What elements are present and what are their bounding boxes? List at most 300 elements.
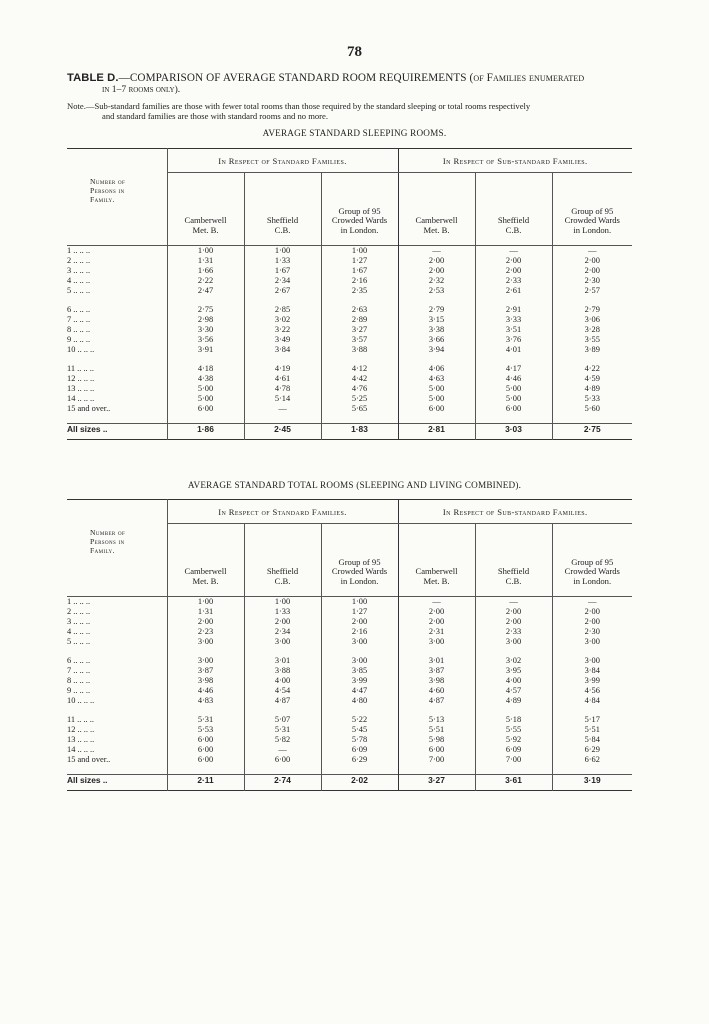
row-label: 9 .. .. .. [67,335,167,345]
table-cell: 1·00 [244,597,321,608]
table-cell: 2·23 [167,627,244,637]
table-cell: 3·56 [167,335,244,345]
table-cell: 1·27 [321,607,398,617]
table-cell: 2·79 [398,305,475,315]
table-cell: 3·00 [398,637,475,647]
total-rooms-table [67,499,632,791]
table-row [67,696,632,706]
column-header [167,524,244,597]
table-cell: 3·27 [321,325,398,335]
table-cell: 1·33 [244,256,321,266]
table-cell: 2·22 [167,276,244,286]
column-header-line: Met. B. [423,575,450,586]
row-label: 1 .. .. .. [67,246,167,257]
table-cell: 2·35 [321,286,398,296]
table-cell: 2·67 [244,286,321,296]
row-label: 9 .. .. .. [67,686,167,696]
row-label: 2 .. .. .. [67,607,167,617]
column-header-line: Sheffield [266,566,299,576]
table-row [67,656,632,666]
column-header-line: Group of 95 [571,556,614,567]
all-sizes-row [67,775,632,791]
group-standard: In Respect of Standard Families. [167,500,398,524]
table-cell: 4·61 [244,374,321,384]
table-cell: 6·00 [398,745,475,755]
column-header-line: Camberwell [184,215,227,225]
table-cell: 4·63 [398,374,475,384]
sleeping-rooms-title: AVERAGE STANDARD SLEEPING ROOMS. [262,128,447,138]
column-header [167,173,244,246]
column-header-line: Camberwell [415,566,458,576]
row-label: 14 .. .. .. [67,745,167,755]
table-cell: 4·89 [584,384,600,393]
table-cell: 2·33 [475,276,552,286]
table-cell: 5·53 [167,725,244,735]
table-row [67,266,632,276]
column-header-line: C.B. [274,575,291,586]
column-header [475,524,552,597]
row-label: 4 .. .. .. [67,627,167,637]
column-header-line: Camberwell [415,215,458,225]
table-cell: 3·02 [475,656,552,666]
table-cell: 6·00 [475,404,552,414]
table-cell: 1·33 [244,607,321,617]
table-cell: 2·16 [321,276,398,286]
row-label: 7 .. .. .. [67,666,167,676]
row-label: 8 .. .. .. [67,325,167,335]
table-cell: 5·00 [167,394,244,404]
table-cell: 2·16 [321,627,398,637]
table-cell: 3·00 [321,656,398,666]
row-header [67,500,167,597]
all-sizes-cell: 3·19 [552,775,632,791]
column-header-line: C.B. [505,575,522,586]
table-cell: 5·00 [475,394,552,404]
column-header-line: in London. [340,224,379,235]
table-cell: 4·47 [321,686,398,696]
table-row [67,325,632,335]
column-header-line: Met. B. [192,224,219,235]
column-header [398,173,475,246]
table-cell: 2·00 [475,607,552,617]
all-sizes-cell: 2·11 [167,775,244,791]
table-cell: 2·00 [475,617,552,627]
table-cell: 3·00 [584,656,600,665]
table-title-line2: in 1–7 rooms only). [102,84,181,95]
group-substandard: In Respect of Sub-standard Families. [398,500,632,524]
table-cell: 5·13 [398,715,475,725]
row-header-line: Number of [90,177,126,186]
all-sizes-cell: 2·02 [321,775,398,791]
table-cell: 2·00 [398,256,475,266]
table-cell: 4·78 [244,384,321,394]
table-cell: 3·85 [321,666,398,676]
table-row [67,755,632,765]
row-header-line: Family. [90,546,115,555]
table-cell: 3·00 [244,637,321,647]
table-cell: 3·15 [398,315,475,325]
column-header-line: in London. [340,575,379,586]
table-cell: 3·98 [398,676,475,686]
table-title-main: —COMPARISON OF AVERAGE STANDARD ROOM REQUIREMENTS ( [118,72,474,84]
table-cell: 5·82 [244,735,321,745]
table-cell: 5·78 [321,735,398,745]
row-header-line: Number of [90,528,126,537]
table-cell: — [588,597,597,606]
row-label: 5 .. .. .. [67,286,167,296]
table-row [67,305,632,315]
table-title-sc: of Families enumerated [473,72,585,84]
table-cell: 2·00 [398,617,475,627]
table-cell: 1·00 [167,597,244,608]
table-cell: 5·98 [398,735,475,745]
sleeping-rooms-table [67,148,632,440]
column-header-line: Sheffield [497,215,530,225]
all-sizes-cell: 3·61 [475,775,552,791]
row-label: 6 .. .. .. [67,656,167,666]
table-cell: 3·00 [167,637,244,647]
row-label: 10 .. .. .. [67,696,167,706]
column-header-line: in London. [573,224,612,235]
column-header [475,173,552,246]
table-cell: 1·67 [244,266,321,276]
table-title [67,72,667,84]
row-label: 4 .. .. .. [67,276,167,286]
table-cell: 3·66 [398,335,475,345]
table-row [67,404,632,414]
table-cell: 4·89 [475,696,552,706]
column-header-line: C.B. [274,224,291,235]
row-gap [67,706,632,715]
table-cell: 3·33 [475,315,552,325]
table-cell: 2·30 [584,627,600,636]
table-cell: 3·91 [167,345,244,355]
table-cell: 2·00 [321,617,398,627]
table-cell: 5·31 [244,725,321,735]
table-cell: — [398,597,475,608]
table-cell: 2·63 [321,305,398,315]
table-cell: 3·94 [398,345,475,355]
total-rooms-title: AVERAGE STANDARD TOTAL ROOMS (SLEEPING AND LIVING COMBINED). [187,480,522,490]
table-row [67,607,632,617]
table-cell: 1·27 [321,256,398,266]
table-cell: 4·57 [475,686,552,696]
column-header-line: Group of 95 [571,205,614,216]
column-header-line: Sheffield [266,215,299,225]
row-header-line: Persons in [90,537,125,546]
all-sizes-cell: 3·03 [475,424,552,440]
row-gap [67,296,632,305]
table-cell: 3·99 [584,676,600,685]
table-cell: 4·46 [475,374,552,384]
row-gap [67,765,632,775]
table-cell: 2·33 [475,627,552,637]
table-cell: 3·01 [398,656,475,666]
table-cell: 6·09 [321,745,398,755]
column-header [552,173,632,246]
table-row [67,617,632,627]
table-cell: 2·00 [475,266,552,276]
table-cell: 5·00 [167,384,244,394]
table-cell: 6·00 [398,404,475,414]
table-cell: 4·60 [398,686,475,696]
table-cell: 5·65 [321,404,398,414]
table-cell: 4·83 [167,696,244,706]
table-cell: 4·42 [321,374,398,384]
all-sizes-cell: 3·27 [398,775,475,791]
row-gap [67,355,632,364]
table-cell: — [475,246,552,257]
table-cell: 3·87 [167,666,244,676]
table-cell: 4·84 [584,696,600,705]
table-cell: 5·31 [167,715,244,725]
table-cell: 6·29 [584,745,600,754]
row-label: 15 and over.. [67,755,167,765]
table-cell: 5·51 [584,725,600,734]
table-cell: 2·89 [321,315,398,325]
table-cell: 1·67 [321,266,398,276]
row-header-line: Persons in [90,186,125,195]
table-cell: 3·38 [398,325,475,335]
column-header-line: Crowded Wards [564,566,620,576]
table-cell: 5·22 [321,715,398,725]
table-cell: 1·00 [321,246,398,257]
table-cell: 3·88 [321,345,398,355]
column-header-line: Camberwell [184,566,227,576]
table-cell: 2·00 [584,266,600,275]
table-cell: 4·80 [321,696,398,706]
table-cell: 6·29 [321,755,398,765]
table-cell: 2·00 [244,617,321,627]
table-cell: 2·00 [475,256,552,266]
table-cell: 3·00 [584,637,600,646]
table-row [67,286,632,296]
table-cell: 5·92 [475,735,552,745]
row-label: 2 .. .. .. [67,256,167,266]
page-number: 78 [347,44,362,60]
table-cell: 5·00 [398,394,475,404]
table-cell: 5·51 [398,725,475,735]
table-cell: 5·25 [321,394,398,404]
table-cell: 3·00 [321,637,398,647]
table-row [67,384,632,394]
table-row [67,686,632,696]
table-label: TABLE D. [67,72,119,84]
table-cell: 3·99 [321,676,398,686]
table-row [67,627,632,637]
table-row [67,364,632,374]
table-cell: 3·84 [244,345,321,355]
table-cell: 1·31 [167,607,244,617]
row-label: 12 .. .. .. [67,725,167,735]
row-label: 11 .. .. .. [67,715,167,725]
table-row [67,276,632,286]
column-header-line: Group of 95 [338,556,381,567]
table-cell: 3·84 [584,666,600,675]
table-cell: 2·31 [398,627,475,637]
table-row [67,394,632,404]
all-sizes-cell: 1·86 [167,424,244,440]
table-cell: 3·76 [475,335,552,345]
table-cell: 3·51 [475,325,552,335]
column-header-line: Met. B. [192,575,219,586]
row-label: 7 .. .. .. [67,315,167,325]
column-header-line: Met. B. [423,224,450,235]
table-row [67,315,632,325]
table-cell: 4·38 [167,374,244,384]
table-cell: 6·00 [244,755,321,765]
table-cell: 7·00 [398,755,475,765]
all-sizes-label: All sizes .. [67,775,167,791]
note-line-1: Note.—Sub-standard families are those with fewer total rooms than those required by the standard sleeping or total rooms respectively [67,101,531,111]
table-cell: 4·46 [167,686,244,696]
all-sizes-row [67,424,632,440]
group-standard: In Respect of Standard Families. [167,149,398,173]
table-row [67,374,632,384]
table-cell: 4·54 [244,686,321,696]
table-cell: — [475,597,552,608]
table-row [67,666,632,676]
row-label: 11 .. .. .. [67,364,167,374]
table-cell: 6·62 [584,755,600,764]
table-cell: 3·95 [475,666,552,676]
group-header-row [67,500,632,524]
table-cell: 4·56 [584,686,600,695]
table-cell: 3·22 [244,325,321,335]
table-cell: 2·32 [398,276,475,286]
table-cell: 2·85 [244,305,321,315]
table-row [67,715,632,725]
table-cell: 3·49 [244,335,321,345]
table-cell: 6·00 [167,745,244,755]
table-cell: 2·91 [475,305,552,315]
row-label: 6 .. .. .. [67,305,167,315]
table-cell: 4·19 [244,364,321,374]
table-cell: 3·01 [244,656,321,666]
table-cell: 3·28 [584,325,600,334]
table-cell: — [244,404,321,414]
column-header-line: Group of 95 [338,205,381,216]
row-label: 3 .. .. .. [67,617,167,627]
table-row [67,637,632,647]
table-cell: 2·47 [167,286,244,296]
table-cell: 5·00 [398,384,475,394]
column-header-line: Crowded Wards [331,215,388,225]
table-cell: 4·87 [244,696,321,706]
row-label: 10 .. .. .. [67,345,167,355]
table-cell: 4·00 [475,676,552,686]
table-cell: 4·76 [321,384,398,394]
table-cell: — [398,246,475,257]
table-cell: 2·75 [167,305,244,315]
column-header-line: Crowded Wards [331,566,388,576]
table-cell: 2·00 [584,256,600,265]
group-substandard: In Respect of Sub-standard Families. [398,149,632,173]
table-cell: 1·00 [167,246,244,257]
table-cell: 3·87 [398,666,475,676]
table-cell: 4·12 [321,364,398,374]
table-cell: 2·30 [584,276,600,285]
table-cell: 4·06 [398,364,475,374]
table-cell: 3·98 [167,676,244,686]
table-cell: 3·55 [584,335,600,344]
table-row [67,676,632,686]
table-cell: 2·53 [398,286,475,296]
table-cell: 6·09 [475,745,552,755]
row-label: 12 .. .. .. [67,374,167,384]
table-cell: 2·00 [167,617,244,627]
table-cell: 3·30 [167,325,244,335]
table-cell: 4·01 [475,345,552,355]
row-label: 1 .. .. .. [67,597,167,608]
table-cell: 4·00 [244,676,321,686]
table-cell: 2·79 [584,305,600,314]
row-label: 13 .. .. .. [67,384,167,394]
table-row [67,335,632,345]
group-header-row [67,149,632,173]
all-sizes-cell: 2·74 [244,775,321,791]
column-header [321,173,398,246]
table-cell: 1·66 [167,266,244,276]
column-header [398,524,475,597]
table-cell: 3·57 [321,335,398,345]
table-cell: 5·60 [584,404,600,413]
table-cell: 5·07 [244,715,321,725]
all-sizes-cell: 2·81 [398,424,475,440]
table-cell: 1·00 [244,246,321,257]
row-gap [67,414,632,424]
row-label: 3 .. .. .. [67,266,167,276]
all-sizes-cell: 2·45 [244,424,321,440]
table-row [67,246,632,257]
table-row [67,345,632,355]
table-row [67,735,632,745]
all-sizes-cell: 1·83 [321,424,398,440]
column-header-line: in London. [573,575,612,586]
table-cell: 5·84 [584,735,600,744]
row-label: 13 .. .. .. [67,735,167,745]
note-line-2: and standard families are those with standard rooms and no more. [102,111,329,121]
table-cell: 5·55 [475,725,552,735]
row-label: 15 and over.. [67,404,167,414]
row-label: 8 .. .. .. [67,676,167,686]
row-label: 5 .. .. .. [67,637,167,647]
table-row [67,725,632,735]
table-row [67,745,632,755]
column-header [552,524,632,597]
table-cell: — [588,246,597,255]
table-cell: 3·06 [584,315,600,324]
table-cell: 5·45 [321,725,398,735]
table-row [67,256,632,266]
table-cell: 2·57 [584,286,600,295]
table-cell: 2·34 [244,627,321,637]
column-header-line: Sheffield [497,566,530,576]
table-cell: 6·00 [167,735,244,745]
note [67,101,657,121]
table-cell: 2·00 [584,607,600,616]
table-cell: 6·00 [167,755,244,765]
table-cell: 5·33 [584,394,600,403]
table-cell: 3·00 [167,656,244,666]
table-cell: 4·22 [584,364,600,373]
row-gap [67,647,632,656]
all-sizes-cell: 2·75 [552,424,632,440]
table-cell: 2·98 [167,315,244,325]
column-header [244,173,321,246]
table-cell: 5·18 [475,715,552,725]
table-cell: 4·18 [167,364,244,374]
